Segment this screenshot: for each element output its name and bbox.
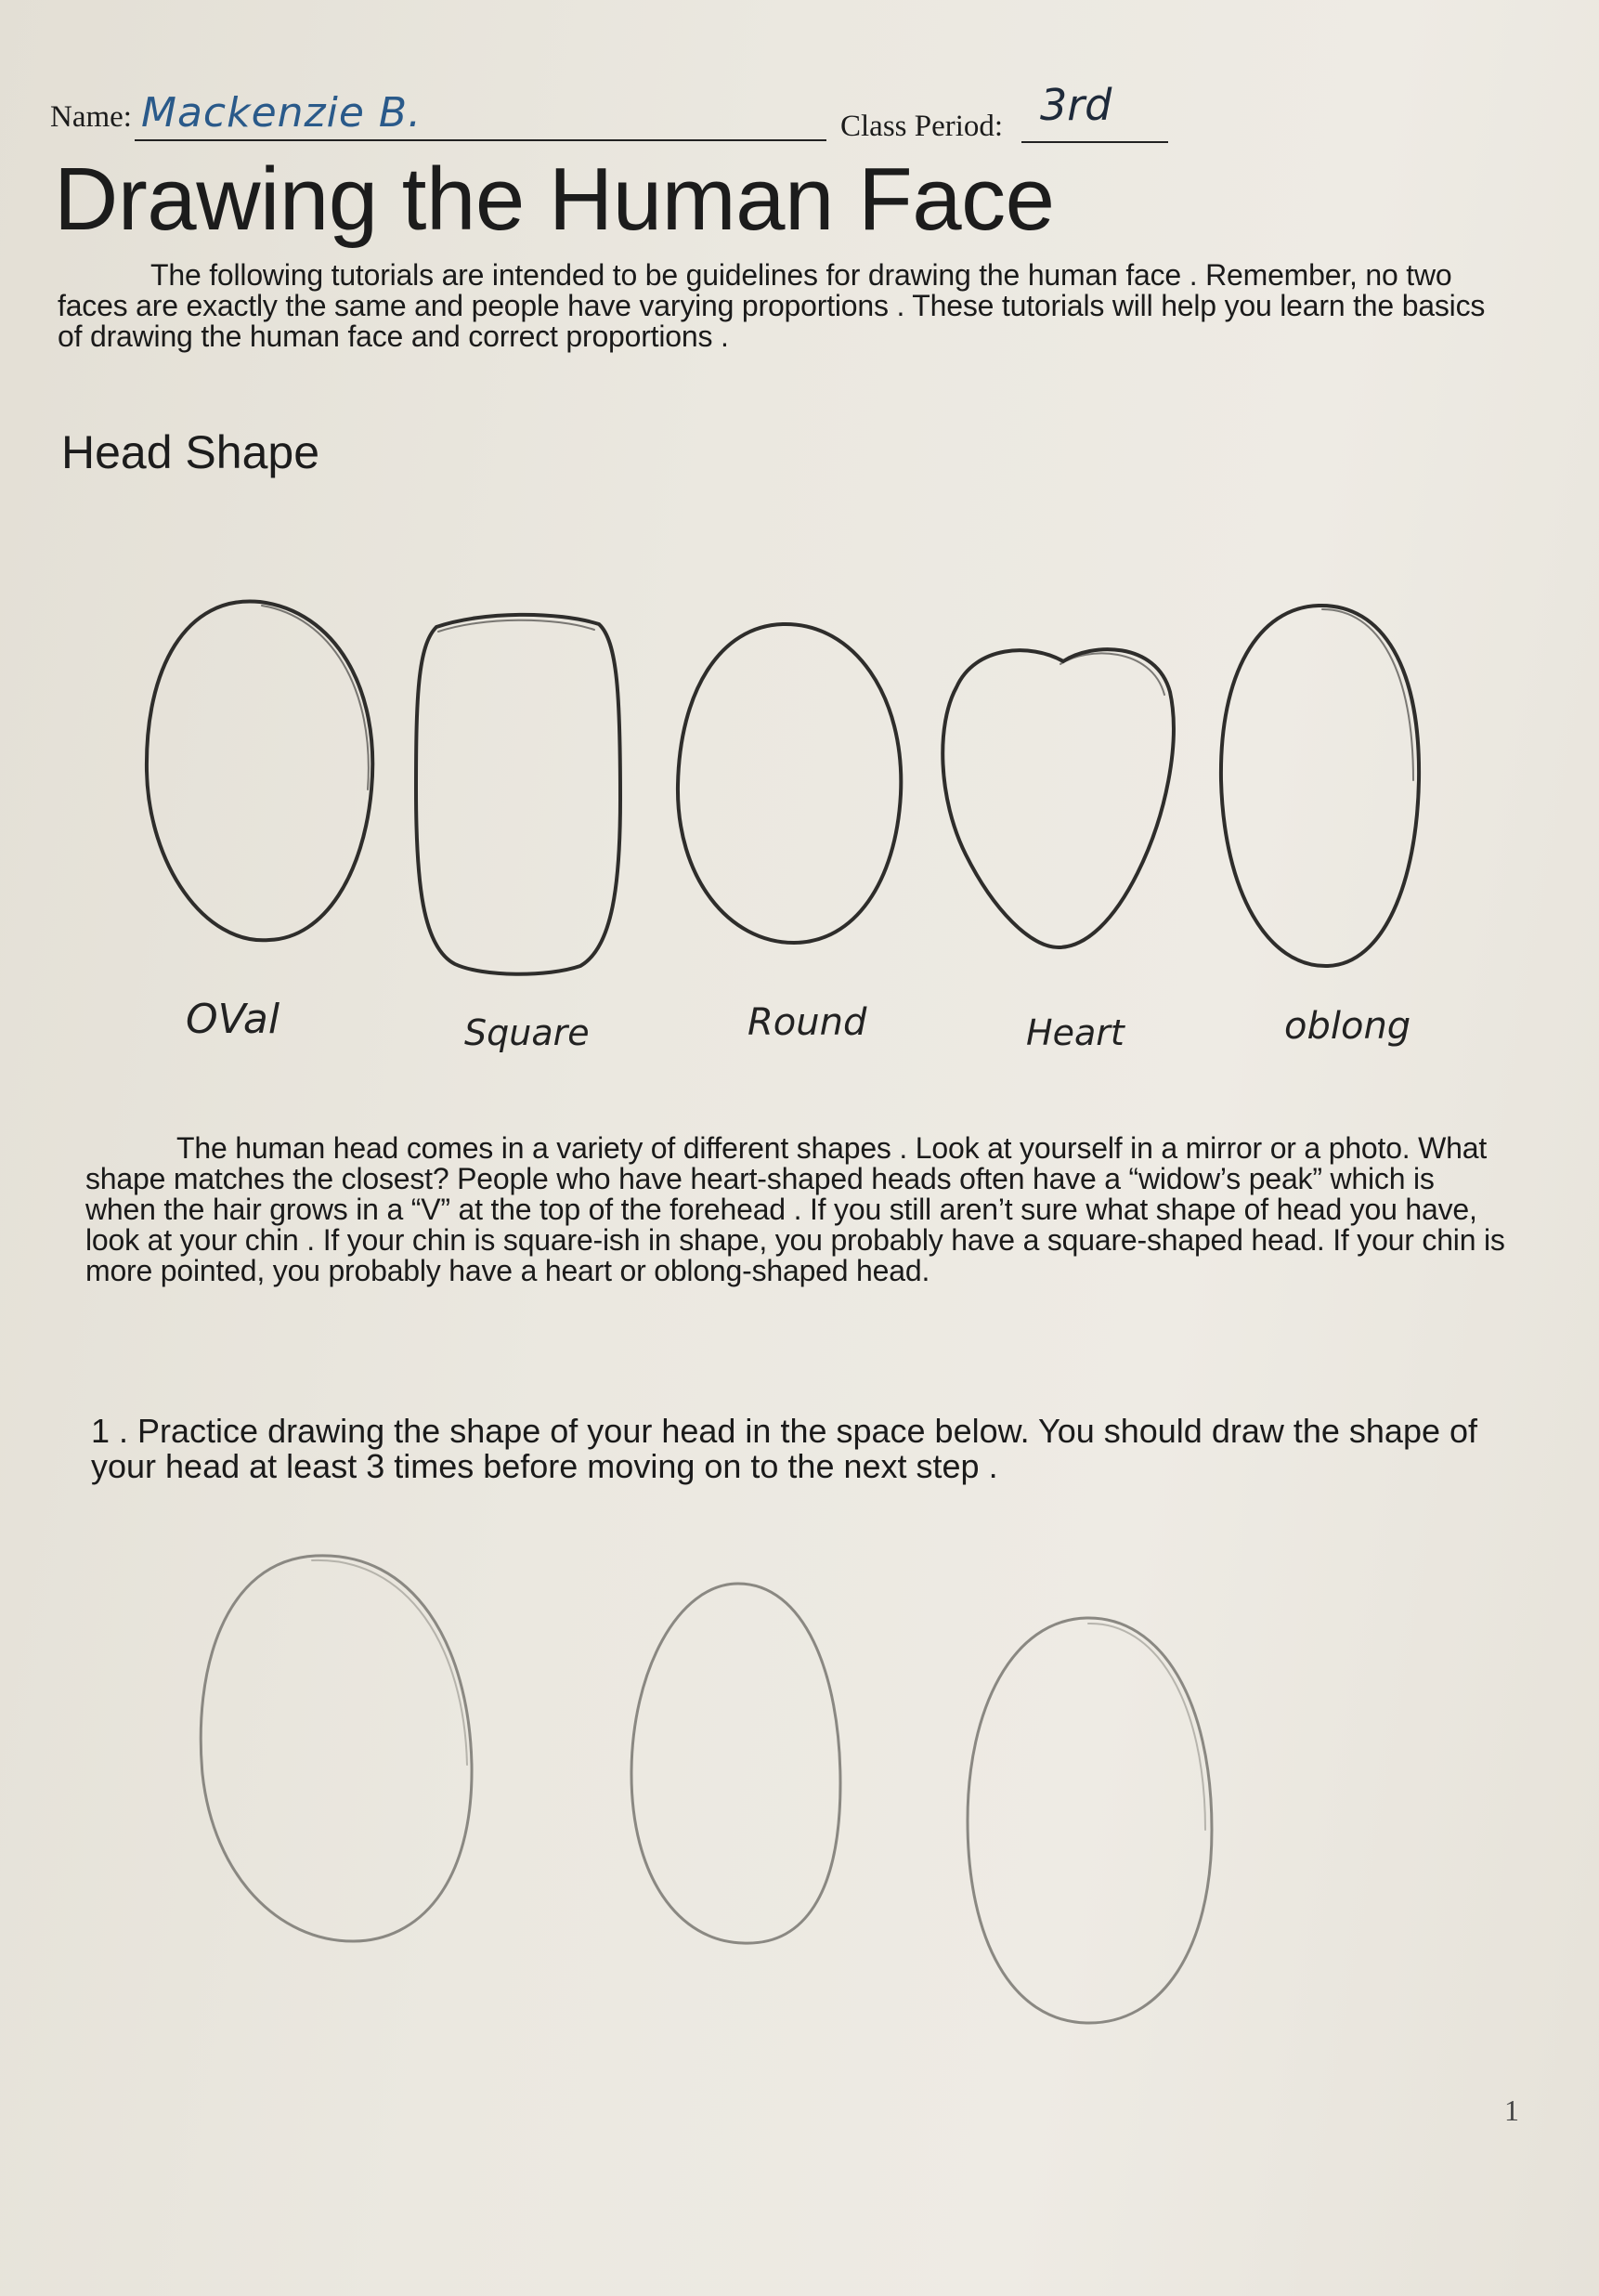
practice-drawing-area[interactable] xyxy=(0,1533,1599,2053)
square-head-shape xyxy=(416,615,620,974)
period-value[interactable]: 3rd xyxy=(1040,80,1112,130)
label-oblong: oblong xyxy=(1284,1005,1411,1048)
period-line xyxy=(1021,141,1168,143)
name-value[interactable]: Mackenzie B. xyxy=(141,89,422,137)
intro-text: The following tutorials are intended to be guidelines for drawing the human face . Remember, no two faces are exactly the same and people have varying proportions . These tutorials will help you learn the basics of drawing the human face and correct proportions . xyxy=(58,258,1486,353)
oblong-head-shape xyxy=(1221,606,1419,966)
head-shape-paragraph xyxy=(85,1133,1506,1286)
label-square: Square xyxy=(464,1012,590,1053)
page-title: Drawing the Human Face xyxy=(54,150,1055,249)
oval-head-shape xyxy=(147,601,372,940)
practice-sketch-1 xyxy=(201,1556,472,1941)
head-shapes-illustration xyxy=(0,557,1599,1040)
round-head-shape xyxy=(678,624,901,943)
practice-sketch-3 xyxy=(968,1618,1212,2023)
label-oval: OVal xyxy=(186,996,280,1043)
intro-paragraph xyxy=(58,260,1506,352)
section-heading: Head Shape xyxy=(61,426,320,478)
practice-instruction: 1 . Practice drawing the shape of your head in the space below. You should draw the shape of your head at least 3 times before moving on to the next step . xyxy=(91,1412,1478,1485)
page-number: 1 xyxy=(1504,2094,1519,2127)
label-heart: Heart xyxy=(1026,1012,1124,1053)
name-label: Name: xyxy=(50,100,132,134)
label-round: Round xyxy=(748,1001,867,1044)
period-label: Class Period: xyxy=(840,110,1004,143)
practice-sketch-2 xyxy=(631,1584,840,1943)
name-line xyxy=(135,139,826,141)
head-shape-text: The human head comes in a variety of different shapes . Look at yourself in a mirror or a photo. What shape matches the closest? People who have heart-shaped heads often have a “widow’s peak” which is when the hair grows in a “V” at the top of the forehead . If you still aren’t sure what shape of head you have, look at your chin . If your chin is square-ish in shape, you probably have a square-shaped head. If your chin is more pointed, you probably have a heart or oblong-shaped head. xyxy=(85,1131,1505,1287)
heart-head-shape xyxy=(942,649,1174,947)
